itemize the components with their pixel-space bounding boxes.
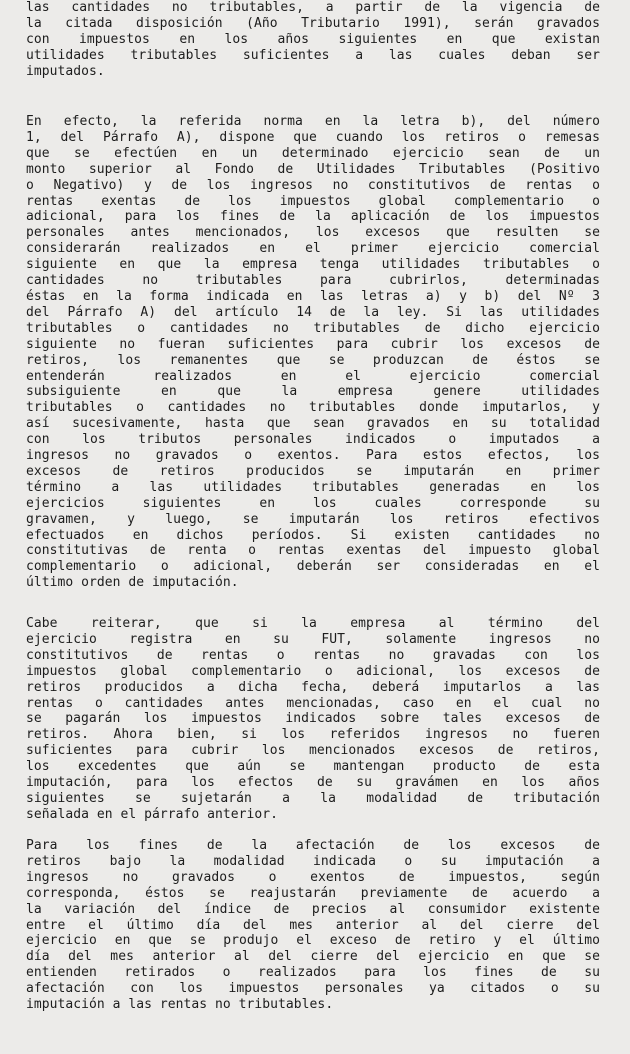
text-line: Para los fines de la afectación de los excesos de: [26, 838, 600, 853]
text-line: considerarán realizados en el primer ejercicio comercial: [26, 241, 600, 257]
text-line: entre el último día del mes anterior al del cierre del: [26, 917, 600, 933]
text-line: imputación a las rentas no tributables.: [26, 997, 334, 1013]
text-line: o Negativo) y de los ingresos no constitutivos de rentas o: [26, 177, 600, 193]
text-line: último orden de imputación.: [26, 575, 239, 591]
text-line: impuestos global complementario o adicional, los excesos de: [26, 663, 600, 679]
text-line: constitutivas de renta o rentas exentas del impuesto global: [26, 543, 600, 559]
text-line: éstas en la forma indicada en las letras a) y b) del Nº 3: [26, 288, 600, 304]
text-line: ejercicio registra en su FUT, solamente ingresos no: [26, 631, 600, 647]
text-line: siguiente no fueran suficientes para cubrir los excesos de: [26, 336, 600, 352]
text-line: adicional, para los fines de la aplicación de los impuestos: [26, 209, 600, 225]
text-line: término a las utilidades tributables generadas en los: [26, 479, 600, 495]
text-line: afectación con los impuestos personales ya citados o su: [26, 981, 600, 997]
text-line: rentas exentas de los impuestos global complementario o: [26, 193, 600, 209]
text-line: ejercicios siguientes en los cuales corresponde su: [26, 495, 600, 511]
text-line: Cabe reiterar, que si la empresa al término del: [26, 616, 600, 631]
text-line: entenderán realizados en el ejercicio comercial: [26, 368, 600, 384]
text-line: que se efectúen en un determinado ejercicio sean de un: [26, 145, 600, 161]
text-line: utilidades tributables suficientes a las cuales deban ser: [26, 47, 600, 63]
text-line: ejercicio en que se produjo el exceso de retiro y el último: [26, 933, 600, 949]
text-line: día del mes anterior al del cierre del ejercicio en que se: [26, 949, 600, 965]
text-line: imputados.: [26, 63, 105, 79]
text-line: así sucesivamente, hasta que sean gravados en su totalidad: [26, 416, 600, 432]
text-line: En efecto, la referida norma en la letra b), del número: [26, 114, 600, 129]
paragraph-1: [26, 0, 600, 80]
text-line: monto superior al Fondo de Utilidades Tributables (Positivo: [26, 161, 600, 177]
text-line: la citada disposición (Año Tributario 1991), serán gravados: [26, 15, 600, 31]
text-line: 1, del Párrafo A), dispone que cuando los retiros o remesas: [26, 129, 600, 145]
text-line: las cantidades no tributables, a partir de la vigencia de: [26, 0, 600, 15]
text-line: los excedentes que aún se mantengan producto de esta: [26, 759, 600, 775]
text-line: retiros. Ahora bien, si los referidos ingresos no fueren: [26, 727, 600, 743]
paragraph-3: [26, 616, 600, 823]
text-line: personales antes mencionados, los excesos que resulten se: [26, 225, 600, 241]
text-line: entienden retirados o realizados para los fines de su: [26, 965, 600, 981]
text-line: con impuestos en los años siguientes en que existan: [26, 31, 600, 47]
text-line: ingresos no gravados o exentos. Para estos efectos, los: [26, 448, 600, 464]
text-line: se pagarán los impuestos indicados sobre tales excesos de: [26, 711, 600, 727]
text-line: del Párrafo A) del artículo 14 de la ley. Si las utilidades: [26, 304, 600, 320]
paragraph-2: [26, 114, 600, 591]
text-line: rentas o cantidades antes mencionadas, caso en el cual no: [26, 695, 600, 711]
text-line: complementario o adicional, deberán ser consideradas en el: [26, 559, 600, 575]
text-line: señalada en el párrafo anterior.: [26, 806, 279, 822]
text-line: siguientes se sujetarán a la modalidad de tributación: [26, 790, 600, 806]
text-line: corresponda, éstos se reajustarán previamente de acuerdo a: [26, 885, 600, 901]
paragraph-4: [26, 838, 600, 1013]
text-line: gravamen, y luego, se imputarán los retiros efectivos: [26, 511, 600, 527]
text-line: con los tributos personales indicados o imputados a: [26, 432, 600, 448]
text-line: tributables o cantidades no tributables de dicho ejercicio: [26, 320, 600, 336]
text-line: suficientes para cubrir los mencionados excesos de retiros,: [26, 743, 600, 759]
text-line: la variación del índice de precios al consumidor existente: [26, 901, 600, 917]
text-line: tributables o cantidades no tributables donde imputarlos, y: [26, 400, 600, 416]
text-line: imputación, para los efectos de su gravámen en los años: [26, 775, 600, 791]
text-line: ingresos no gravados o exentos de impuestos, según: [26, 869, 600, 885]
text-line: retiros bajo la modalidad indicada o su imputación a: [26, 853, 600, 869]
text-line: retiros producidos a dicha fecha, deberá imputarlos a las: [26, 679, 600, 695]
text-line: constitutivos de rentas o rentas no gravadas con los: [26, 647, 600, 663]
text-line: subsiguiente en que la empresa genere utilidades: [26, 384, 600, 400]
text-line: siguiente en que la empresa tenga utilidades tributables o: [26, 257, 600, 273]
text-line: retiros, los remanentes que se produzcan de éstos se: [26, 352, 600, 368]
text-line: excesos de retiros producidos se imputarán en primer: [26, 463, 600, 479]
text-line: efectuados en dichos períodos. Si existen cantidades no: [26, 527, 600, 543]
text-line: cantidades no tributables para cubrirlos, determinadas: [26, 273, 600, 289]
